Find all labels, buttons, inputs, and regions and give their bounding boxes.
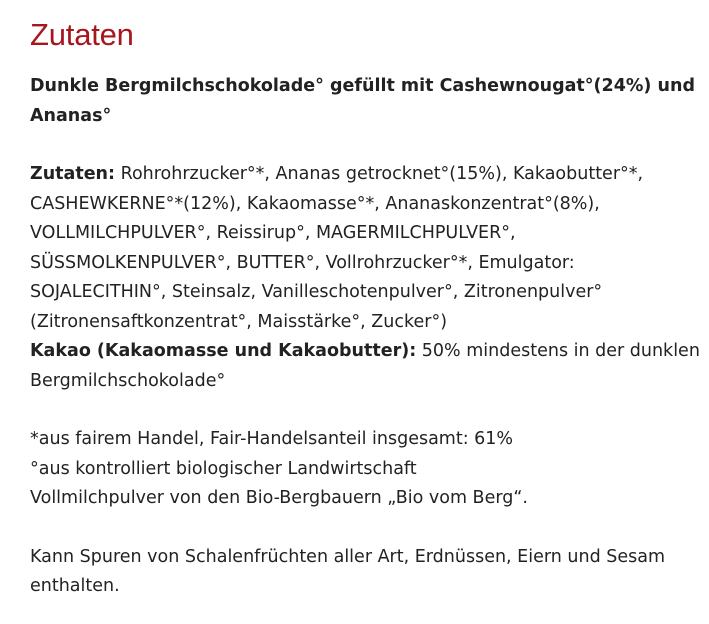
ingredients-line <box>30 160 700 190</box>
ingredients-line: (Zitronensaftkonzentrat°, Maisstärke°, Zucker°) <box>30 311 448 332</box>
allergen-notice <box>30 543 700 602</box>
ingredients-line: SÜSSMOLKENPULVER°, BUTTER°, Vollrohrzucker°*, Emulgator: <box>30 252 575 273</box>
ingredients-text: Rohrohrzucker°*, Ananas getrocknet°(15%), Kakaobutter°*, <box>115 164 644 184</box>
footnotes <box>30 425 700 514</box>
ingredients-line: SOJALECITHIN°, Steinsalz, Vanilleschotenpulver°, Zitronenpulver° <box>30 282 603 302</box>
ingredients-panel <box>30 14 700 602</box>
ingredients-list <box>30 160 700 396</box>
product-name-line: Ananas° <box>30 105 112 126</box>
section-heading: Zutaten <box>30 17 134 52</box>
ingredients-line: VOLLMILCHPULVER°, Reissirup°, MAGERMILCHPULVER°, <box>30 223 516 243</box>
allergen-line: enthalten. <box>30 576 120 596</box>
cocoa-line: Bergmilchschokolade° <box>30 370 226 391</box>
footnote-organic: °aus kontrolliert biologischer Landwirtschaft <box>30 458 417 479</box>
ingredients-label: Zutaten: <box>30 164 116 184</box>
cocoa-line <box>30 337 700 367</box>
allergen-line: Kann Spuren von Schalenfrüchten aller Art, Erdnüssen, Eiern und Sesam <box>30 546 666 567</box>
cocoa-label: Kakao (Kakaomasse und Kakaobutter): <box>30 341 417 361</box>
ingredients-line: CASHEWKERNE°*(12%), Kakaomasse°*, Ananaskonzentrat°(8%), <box>30 193 600 214</box>
footnote-milk-source: Vollmilchpulver von den Bio-Bergbauern „Bio vom Berg“. <box>30 488 528 508</box>
footnote-fairtrade: *aus fairem Handel, Fair-Handelsanteil insgesamt: 61% <box>30 429 514 449</box>
product-name <box>30 72 700 131</box>
product-name-line: Dunkle Bergmilchschokolade° gefüllt mit Cashewnougat°(24%) und <box>30 76 695 96</box>
cocoa-text: 50% mindestens in der dunklen <box>416 341 700 361</box>
